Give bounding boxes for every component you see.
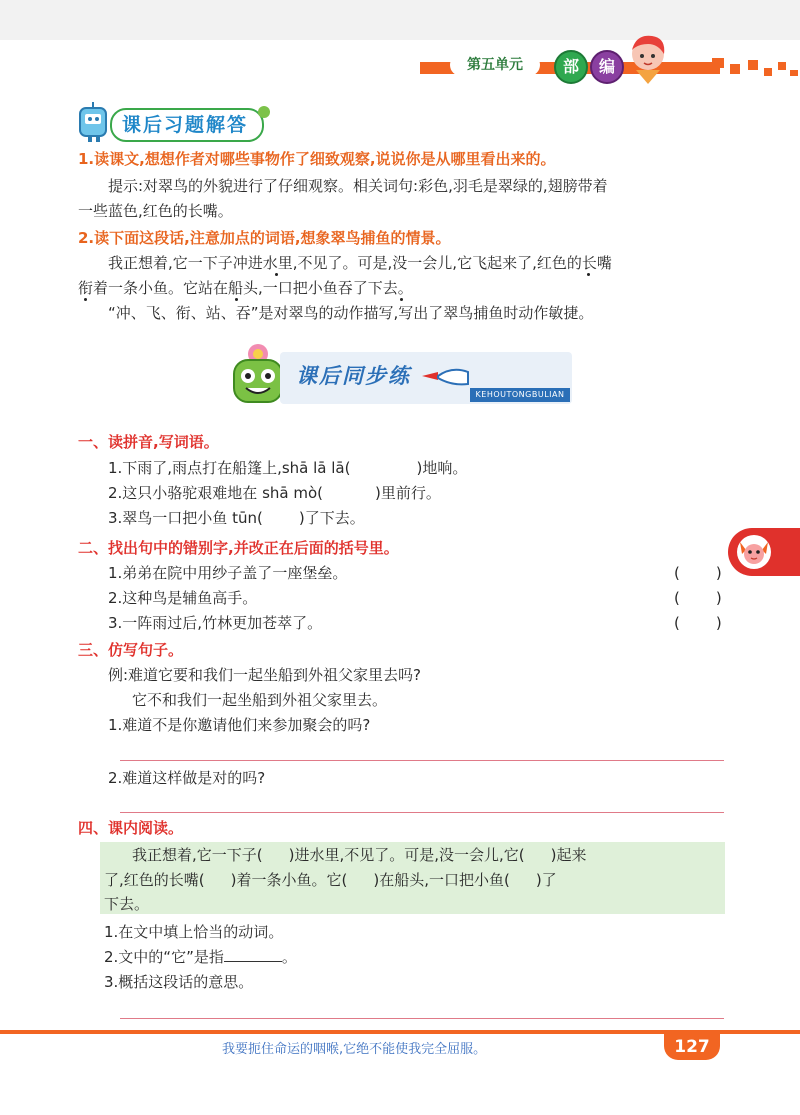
emphasis-dot-fei: [587, 273, 590, 276]
answer-2-line2: 衔着一条小鱼。它站在船头,一口把小鱼吞了下去。: [78, 279, 413, 297]
unit-label: [450, 54, 540, 76]
passage-line-1: 我正想着,它一下子( )进水里,不见了。可是,没一会儿,它( )起来: [132, 846, 587, 864]
part1-heading: 一、读拼音,写词语。: [78, 433, 219, 451]
header-bar: [0, 0, 800, 100]
part2-item-1: 1.弟弟在院中用纱子盖了一座堡垒。: [108, 564, 348, 582]
answer-2-line1: 我正想着,它一下子冲进水里,不见了。可是,没一会儿,它飞起来了,红色的长嘴: [108, 254, 612, 272]
example-line-1: 例:难道它要和我们一起坐船到外祖父家里去吗?: [108, 666, 422, 684]
part3-heading: 三、仿写句子。: [78, 641, 184, 659]
fill-line[interactable]: [224, 961, 282, 962]
part3-item-2: 2.难道这样做是对的吗?: [108, 769, 266, 787]
section-title-answers: 课后习题解答: [110, 108, 264, 142]
part1-item-2: 2.这只小骆驼艰难地在 shā mò( )里前行。: [108, 484, 441, 502]
banner-title: 课后同步练: [296, 364, 411, 388]
passage-line-3: 下去。: [104, 895, 150, 913]
part1-item-3: 3.翠鸟一口把小鱼 tūn( )了下去。: [108, 509, 365, 527]
emphasis-dot-xian: [84, 298, 87, 301]
badge-bu: 部: [554, 50, 588, 84]
part3-item-1: 1.难道不是你邀请他们来参加聚会的吗?: [108, 716, 371, 734]
page-number-badge: [664, 1034, 720, 1060]
part4-question-2: 2.文中的“它”是指 。: [104, 948, 297, 966]
pointing-hand-icon: [418, 362, 474, 392]
badge-bian: 编: [590, 50, 624, 84]
unit-text: 第五单元: [467, 57, 523, 73]
girl-mascot-icon: [622, 30, 674, 86]
part4-question-3: 3.概括这段话的意思。: [104, 973, 254, 991]
emphasis-dot-zhan: [235, 298, 238, 301]
answer-1-line2: 一些蓝色,红色的长嘴。: [78, 202, 233, 220]
leaf-icon: [254, 102, 274, 122]
fox-icon: [734, 532, 774, 572]
answer-line-3[interactable]: [120, 1018, 724, 1019]
answer-line-2[interactable]: [120, 812, 724, 813]
question-1: 1.读课文,想想作者对哪些事物作了细致观察,说说你是从哪里看出来的。: [78, 150, 556, 168]
part4-heading: 四、课内阅读。: [78, 819, 184, 837]
footer-motto: 我要扼住命运的咽喉,它绝不能使我完全屈服。: [222, 1042, 487, 1057]
emphasis-dot-tun: [400, 298, 403, 301]
example-line-2: 它不和我们一起坐船到外祖父家里去。: [132, 691, 388, 709]
banner-subtitle: KEHOUTONGBULIAN: [470, 388, 570, 402]
answer-1-line1: 提示:对翠鸟的外貌进行了仔细观察。相关词句:彩色,羽毛是翠绿的,翅膀带着: [108, 177, 608, 195]
answer-line-1[interactable]: [120, 760, 724, 761]
part2-item-2: 2.这种鸟是辅鱼高手。: [108, 589, 258, 607]
question-2: 2.读下面这段话,注意加点的词语,想象翠鸟捕鱼的情景。: [78, 229, 451, 247]
answer-paren-3[interactable]: ( ): [674, 614, 722, 632]
answer-2-line3: “冲、飞、衔、站、吞”是对翠鸟的动作描写,写出了翠鸟捕鱼时动作敏捷。: [108, 304, 594, 322]
part2-item-3: 3.一阵雨过后,竹林更加苍萃了。: [108, 614, 323, 632]
page-number: 127: [674, 1037, 710, 1057]
emphasis-dot-chong: [275, 273, 278, 276]
part4-question-1: 1.在文中填上恰当的动词。: [104, 923, 284, 941]
part1-item-1: 1.下雨了,雨点打在船篷上,shā lā lā( )地响。: [108, 459, 468, 477]
answer-paren-1[interactable]: ( ): [674, 564, 722, 582]
passage-line-2: 了,红色的长嘴( )着一条小鱼。它( )在船头,一口把小鱼( )了: [104, 871, 557, 889]
answer-paren-2[interactable]: ( ): [674, 589, 722, 607]
robot-icon: [74, 102, 114, 144]
part2-heading: 二、找出句中的错别字,并改正在后面的括号里。: [78, 539, 399, 557]
